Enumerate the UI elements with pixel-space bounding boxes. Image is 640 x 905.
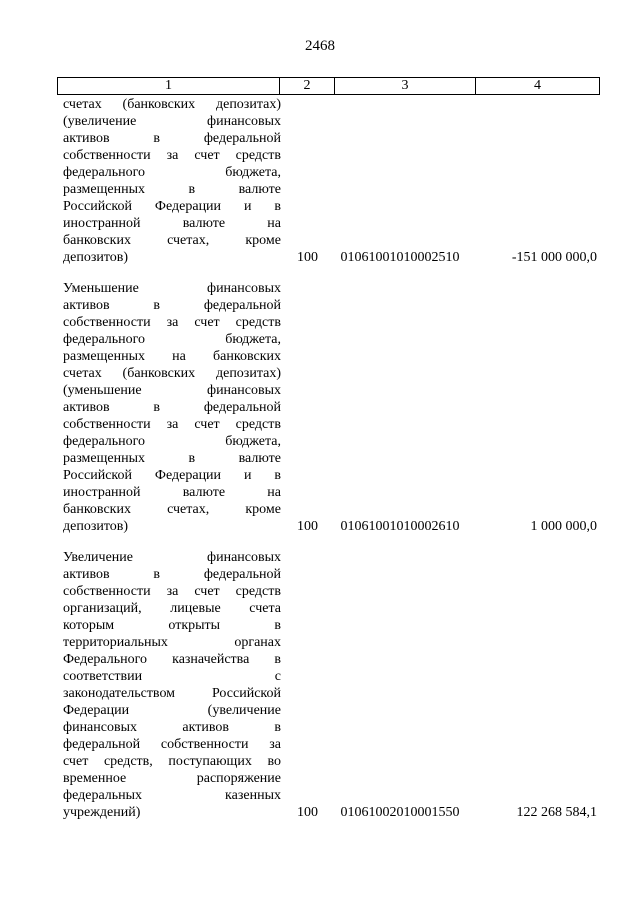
description-line: учреждений) bbox=[63, 805, 141, 820]
description-line: Российской Федерации и в bbox=[63, 199, 281, 214]
row-col3-value: 01061001010002610 bbox=[340, 519, 460, 534]
description-line: федерального бюджета, bbox=[63, 332, 281, 347]
description-line: размещенных в валюте bbox=[63, 451, 281, 466]
description-line: организаций, лицевые счета bbox=[63, 601, 281, 616]
description-line: счет средств, поступающих во bbox=[63, 754, 281, 769]
table-row bbox=[57, 549, 599, 821]
row-col2-value: 100 bbox=[297, 805, 318, 820]
column-header-4: 4 bbox=[476, 78, 600, 95]
page-number: 2468 bbox=[305, 38, 335, 54]
table-row bbox=[57, 280, 599, 535]
row-col4-value: -151 000 000,0 bbox=[511, 250, 597, 265]
description-line: (уменьшение финансовых bbox=[63, 383, 281, 398]
description-line: собственности за счет средств bbox=[63, 315, 281, 330]
row-description bbox=[63, 96, 281, 266]
description-line: федерального бюджета, bbox=[63, 165, 281, 180]
row-col3-value: 01061002010001550 bbox=[340, 805, 460, 820]
description-line: иностранной валюте на bbox=[63, 216, 281, 231]
description-line: счетах (банковских депозитах) bbox=[63, 366, 281, 381]
description-line: собственности за счет средств bbox=[63, 584, 281, 599]
description-line: финансовых активов в bbox=[63, 720, 281, 735]
description-line: депозитов) bbox=[63, 519, 129, 534]
description-line: (увеличение финансовых bbox=[63, 114, 281, 129]
description-line: активов в федеральной bbox=[63, 298, 281, 313]
description-line: Федерации (увеличение bbox=[63, 703, 281, 718]
description-line: размещенных на банковских bbox=[63, 349, 281, 364]
column-header-2: 2 bbox=[280, 78, 335, 95]
description-line: временное распоряжение bbox=[63, 771, 281, 786]
row-col4-value: 1 000 000,0 bbox=[530, 519, 597, 534]
description-line: Российской Федерации и в bbox=[63, 468, 281, 483]
description-line: Увеличение финансовых bbox=[63, 550, 281, 565]
description-line: Федерального казначейства в bbox=[63, 652, 281, 667]
row-col2-value: 100 bbox=[297, 519, 318, 534]
row-col2-value: 100 bbox=[297, 250, 318, 265]
table-row bbox=[57, 96, 599, 266]
description-line: активов в федеральной bbox=[63, 400, 281, 415]
table-header bbox=[57, 77, 600, 95]
description-line: депозитов) bbox=[63, 250, 129, 265]
row-col4-value: 122 268 584,1 bbox=[516, 805, 597, 820]
description-line: собственности за счет средств bbox=[63, 417, 281, 432]
description-line: территориальных органах bbox=[63, 635, 281, 650]
row-col3-value: 01061001010002510 bbox=[340, 250, 460, 265]
description-line: соответствии с bbox=[63, 669, 281, 684]
row-description bbox=[63, 280, 281, 535]
description-line: активов в федеральной bbox=[63, 131, 281, 146]
column-header-3: 3 bbox=[335, 78, 476, 95]
description-line: собственности за счет средств bbox=[63, 148, 281, 163]
description-line: федеральных казенных bbox=[63, 788, 281, 803]
description-line: Уменьшение финансовых bbox=[63, 281, 281, 296]
description-line: банковских счетах, кроме bbox=[63, 233, 281, 248]
description-line: иностранной валюте на bbox=[63, 485, 281, 500]
description-line: законодательством Российской bbox=[63, 686, 281, 701]
row-description bbox=[63, 549, 281, 821]
description-line: активов в федеральной bbox=[63, 567, 281, 582]
table-body bbox=[57, 96, 599, 835]
description-line: федерального бюджета, bbox=[63, 434, 281, 449]
description-line: размещенных в валюте bbox=[63, 182, 281, 197]
description-line: банковских счетах, кроме bbox=[63, 502, 281, 517]
description-line: федеральной собственности за bbox=[63, 737, 281, 752]
description-line: счетах (банковских депозитах) bbox=[63, 97, 281, 112]
column-header-1: 1 bbox=[58, 78, 280, 95]
description-line: которым открыты в bbox=[63, 618, 281, 633]
